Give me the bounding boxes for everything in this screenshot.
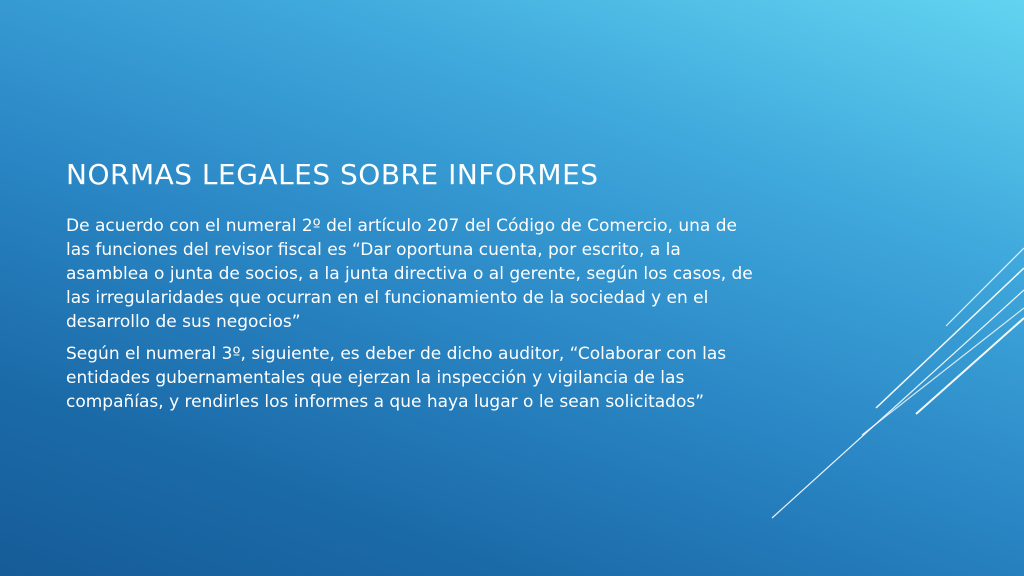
deco-line-5 [916,318,1024,414]
slide-title: NORMAS LEGALES SOBRE INFORMES [66,158,599,191]
paragraph-2: Según el numeral 3º, siguiente, es deber de dicho auditor, “Colaborar con las entidades gubernamentales que ejerzan la inspección y vigilancia de las compañías, y rendirles los informes a que haya lugar o le sean solicitados” [66,344,727,412]
deco-line-3 [876,268,1024,408]
paragraph-1: De acuerdo con el numeral 2º del artículo 207 del Código de Comercio, una de las funciones del revisor fiscal es “Dar oportuna cuenta, por escrito, a la asamblea o junta de socios, a la junta directiva o al gerente, según los casos, de las irregularidades que ocurran en el funcionamiento de la sociedad y en el desarrollo de sus negocios” [66,216,753,332]
deco-line-2 [862,308,1024,435]
deco-line-4 [946,248,1024,326]
deco-line-1 [772,290,1024,518]
slide-body [66,214,766,422]
